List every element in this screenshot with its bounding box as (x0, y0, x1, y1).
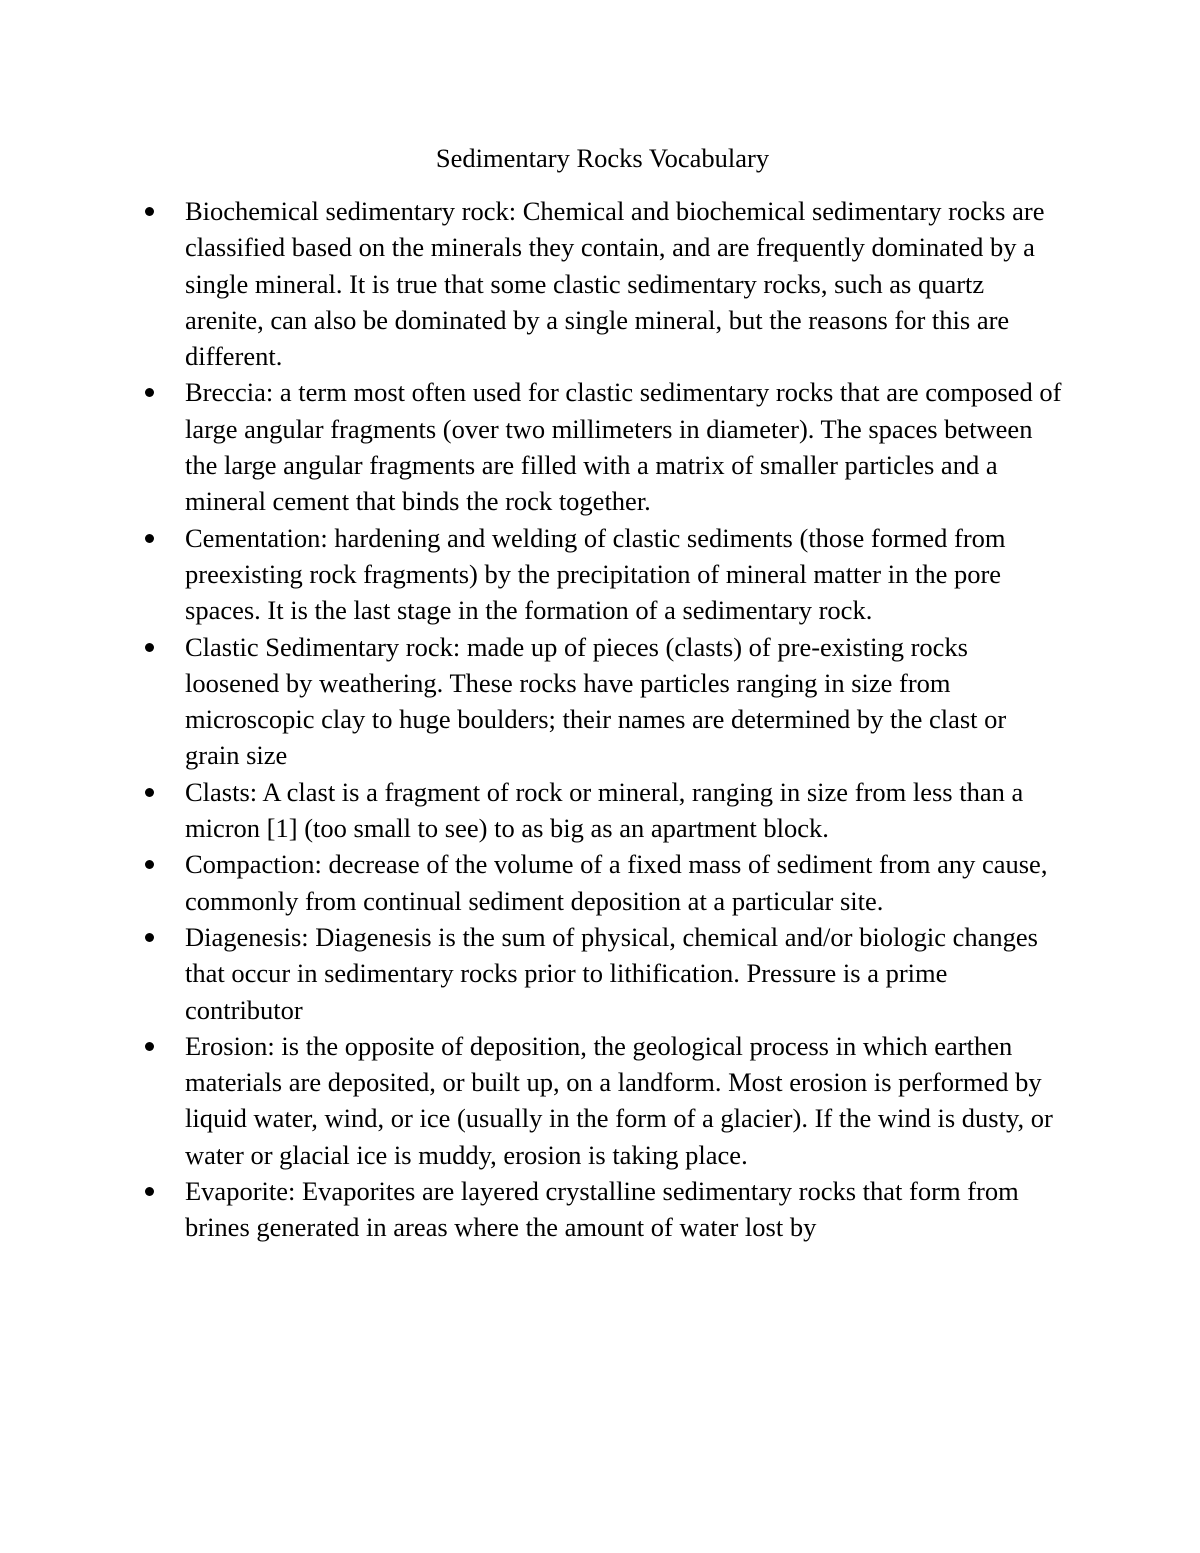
vocab-item-diagenesis (185, 919, 1065, 1028)
vocabulary-list (185, 193, 1065, 1246)
vocab-item-biochemical-sedimentary-rock (185, 193, 1065, 374)
vocab-definition: Diagenesis: Diagenesis is the sum of physical, chemical and/or biologic changes that occur in sedimentary rocks prior to lithification. Pressure is a prime contributor (185, 921, 1038, 1025)
vocab-item-erosion (185, 1028, 1065, 1173)
vocab-item-clastic-sedimentary-rock (185, 629, 1065, 774)
vocab-item-compaction (185, 846, 1065, 919)
vocab-definition: Clastic Sedimentary rock: made up of pieces (clasts) of pre-existing rocks loosened by weathering. These rocks have particles ranging in size from microscopic clay to huge boulders; their names are determined by the clast or grain size (185, 631, 1007, 771)
vocab-definition: Compaction: decrease of the volume of a fixed mass of sediment from any cause, commonly from continual sediment deposition at a particular site. (185, 849, 1048, 916)
bullet-icon (145, 193, 155, 229)
vocab-item-breccia (185, 374, 1065, 519)
vocab-definition: Biochemical sedimentary rock: Chemical and biochemical sedimentary rocks are classified based on the minerals they contain, and are frequently dominated by a single mineral. It is true that some clastic sedimentary rocks, such as quartz arenite, can also be dominated by a single mineral, but the reasons for this are different. (185, 196, 1045, 372)
bullet-icon (145, 774, 155, 810)
vocab-item-evaporite (185, 1173, 1065, 1246)
document-title: Sedimentary Rocks Vocabulary (435, 143, 770, 173)
vocab-definition: Evaporite: Evaporites are layered crystalline sedimentary rocks that form from brines generated in areas where the amount of water lost by (185, 1176, 1019, 1243)
bullet-icon (145, 629, 155, 665)
bullet-icon (145, 1028, 155, 1064)
vocab-definition: Breccia: a term most often used for clastic sedimentary rocks that are composed of large angular fragments (over two millimeters in diameter). The spaces between the large angular fragments are filled with a matrix of smaller particles and a mineral cement that binds the rock together. (185, 377, 1062, 517)
bullet-icon (145, 919, 155, 955)
bullet-icon (145, 1173, 155, 1209)
vocab-item-clasts (185, 774, 1065, 847)
bullet-icon (145, 520, 155, 556)
vocab-definition: Clasts: A clast is a fragment of rock or mineral, ranging in size from less than a micron [1] (too small to see) to as big as an apartment block. (185, 776, 1024, 844)
vocab-item-cementation (185, 520, 1065, 629)
bullet-icon (145, 846, 155, 882)
vocab-definition: Erosion: is the opposite of deposition, the geological process in which earthen materials are deposited, or built up, on a landform. Most erosion is performed by liquid water, wind, or ice (usually in the form of a glacier). If the wind is dusty, or water or glacial ice is muddy, erosion is taking place. (185, 1030, 1053, 1170)
vocab-definition: Cementation: hardening and welding of clastic sediments (those formed from preexisting rock fragments) by the precipitation of mineral matter in the pore spaces. It is the last stage in the formation of a sedimentary rock. (185, 522, 1006, 626)
bullet-icon (145, 374, 155, 410)
